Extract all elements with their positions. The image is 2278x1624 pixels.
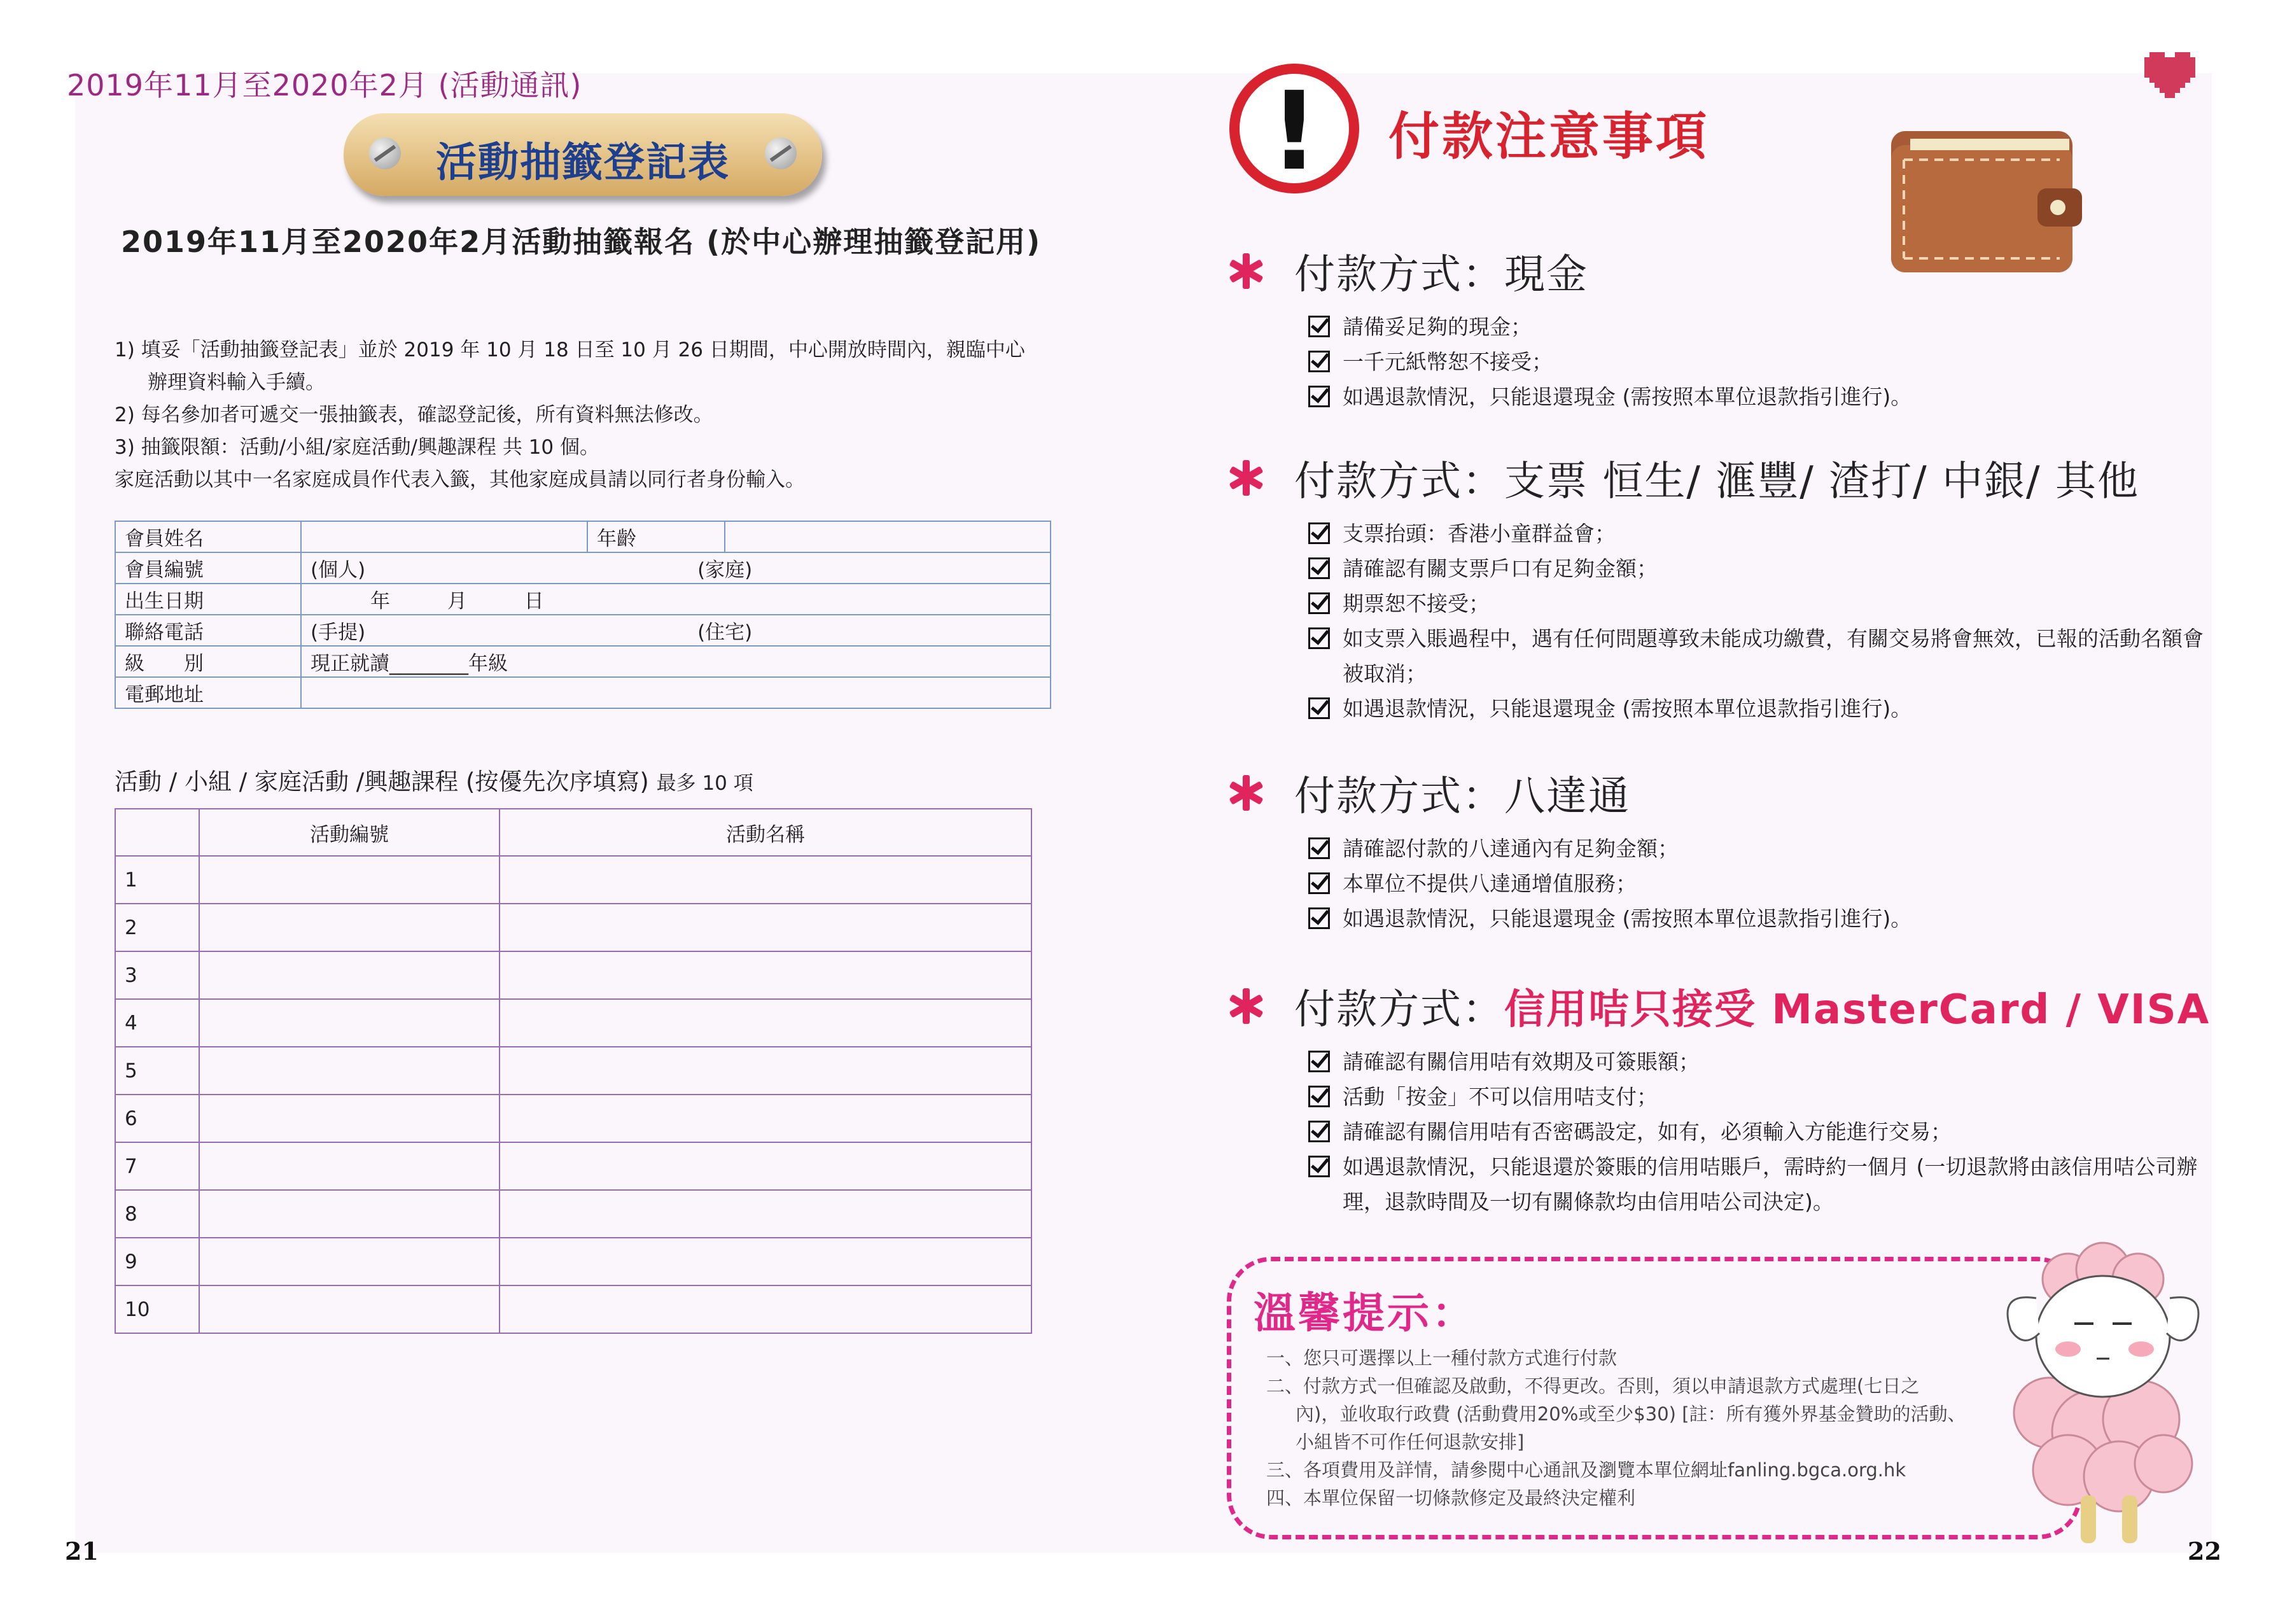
form-subtitle: 2019年11月至2020年2月活動抽籤報名 (於中心辦理抽籤登記用) xyxy=(121,225,1042,259)
row-number: 6 xyxy=(115,1095,199,1142)
activity-code-cell[interactable] xyxy=(199,1047,500,1095)
activity-code-cell[interactable] xyxy=(199,1285,500,1333)
registration-notes xyxy=(115,334,1025,496)
activity-section-note: 最多 10 項 xyxy=(656,772,753,795)
activity-name-cell[interactable] xyxy=(500,1285,1031,1333)
checkbox-checked-icon xyxy=(1308,592,1330,614)
id-personal-text: (個人) xyxy=(311,559,366,582)
table-row xyxy=(115,904,1031,951)
method-prefix: 付款方式： xyxy=(1294,458,1504,505)
note-line: 3) 抽籤限額：活動/小組/家庭活動/興趣課程 共 10 個。 xyxy=(115,436,600,459)
activity-code-cell[interactable] xyxy=(199,856,500,904)
banner-title: 活動抽籤登記表 xyxy=(436,139,730,186)
member-id-label: 會員編號 xyxy=(115,552,301,584)
method-title xyxy=(1294,449,2139,507)
row-number: 8 xyxy=(115,1190,199,1238)
method-item: 期票恕不接受； xyxy=(1343,591,1490,616)
row-number: 3 xyxy=(115,951,199,999)
activity-name-cell[interactable] xyxy=(500,904,1031,951)
method-item: 如遇退款情況，只能退還現金 (需按照本單位退款指引進行)。 xyxy=(1343,906,1912,931)
checkbox-checked-icon xyxy=(1308,351,1330,372)
id-family-text: (家庭) xyxy=(697,559,753,582)
method-item: 請確認有關信用咭有否密碼設定，如有，必須輸入方能進行交易； xyxy=(1343,1119,1952,1144)
payment-method-credit-card xyxy=(1228,977,2210,1219)
note-line: 2) 每名參加者可遞交一張抽籤表，確認登記後，所有資料無法修改。 xyxy=(115,403,713,426)
phone-field[interactable] xyxy=(301,615,1051,646)
method-name: 支票 恒生/ 滙豐/ 渣打/ 中銀/ 其他 xyxy=(1504,458,2139,505)
table-row xyxy=(115,1095,1031,1142)
table-row xyxy=(115,856,1031,904)
activity-name-cell[interactable] xyxy=(500,856,1031,904)
checkbox-checked-icon xyxy=(1308,1051,1330,1072)
activity-code-cell[interactable] xyxy=(199,1190,500,1238)
row-number: 9 xyxy=(115,1238,199,1285)
tip-line: 二、付款方式一但確認及啟動，不得更改。否則，須以申請退款方式處理(七日之 xyxy=(1266,1375,1920,1397)
member-info-table xyxy=(115,521,1051,709)
dob-month-text: 月 xyxy=(447,590,467,613)
dob-field[interactable] xyxy=(301,584,1051,615)
method-item: 請備妥足夠的現金； xyxy=(1343,314,1532,339)
activity-name-cell[interactable] xyxy=(500,1095,1031,1142)
payment-method-cheque xyxy=(1228,449,2208,726)
note-line: 家庭活動以其中一名家庭成員作代表入籤，其他家庭成員請以同行者身份輸入。 xyxy=(115,468,805,491)
page-number-right: 22 xyxy=(2188,1537,2221,1565)
note-line: 辦理資料輸入手續。 xyxy=(148,371,325,394)
table-row xyxy=(115,1190,1031,1238)
sheep-mascot-icon xyxy=(1992,1241,2214,1546)
method-item: 如遇退款情況，只能退還於簽賬的信用咭賬戶，需時約一個月 (一切退款將由該信用咭公司辦理，退款時間及一切有關條款均由信用咭公司決定)。 xyxy=(1343,1154,2198,1214)
method-name: 現金 xyxy=(1504,251,1588,298)
row-number: 5 xyxy=(115,1047,199,1095)
checkbox-checked-icon xyxy=(1308,1086,1330,1107)
payment-method-octopus xyxy=(1228,764,2208,936)
note-line: 1) 填妥「活動抽籤登記表」並於 2019 年 10 月 18 日至 10 月 26 日期間，中心開放時間內，親臨中心 xyxy=(115,339,1025,361)
method-item: 支票抬頭：香港小童群益會； xyxy=(1343,521,1616,546)
tip-line: 小組皆不可作任何退款安排] xyxy=(1296,1431,1525,1453)
tip-line: 四、本單位保留一切條款修定及最終決定權利 xyxy=(1266,1487,1636,1509)
table-row xyxy=(115,1047,1031,1095)
tip-line: 三、各項費用及詳情，請參閱中心通訊及瀏覽本單位網址fanling.bgca.org.hk xyxy=(1266,1459,1906,1481)
method-item: 活動「按金」不可以信用咭支付； xyxy=(1343,1084,1658,1109)
method-item: 如遇退款情況，只能退還現金 (需按照本單位退款指引進行)。 xyxy=(1343,696,1912,721)
activity-code-cell[interactable] xyxy=(199,1238,500,1285)
activity-code-cell[interactable] xyxy=(199,904,500,951)
asterisk-icon xyxy=(1228,988,1264,1024)
row-number-header xyxy=(115,809,199,856)
method-prefix: 付款方式： xyxy=(1294,773,1504,820)
email-field[interactable] xyxy=(301,677,1051,708)
method-item: 本單位不提供八達通增值服務； xyxy=(1343,871,1637,896)
method-item: 如遇退款情況，只能退還現金 (需按照本單位退款指引進行)。 xyxy=(1343,384,1912,409)
activity-name-header: 活動名稱 xyxy=(500,809,1031,856)
name-label: 會員姓名 xyxy=(115,521,301,552)
activity-name-cell[interactable] xyxy=(500,1238,1031,1285)
activity-code-cell[interactable] xyxy=(199,999,500,1047)
heart-icon xyxy=(2144,50,2195,101)
name-field[interactable] xyxy=(301,521,587,552)
asterisk-icon xyxy=(1228,253,1264,289)
table-row xyxy=(115,1142,1031,1190)
checkbox-checked-icon xyxy=(1308,872,1330,894)
activity-code-cell[interactable] xyxy=(199,951,500,999)
member-id-field[interactable] xyxy=(301,552,1051,584)
row-number: 1 xyxy=(115,856,199,904)
activity-section-title-text: 活動 / 小組 / 家庭活動 /興趣課程 (按優先次序填寫) xyxy=(115,768,649,795)
row-number: 10 xyxy=(115,1285,199,1333)
tip-line: 內)，並收取行政費 (活動費用20%或至少$30) [註：所有獲外界基金贊助的活動、 xyxy=(1296,1403,1966,1425)
table-row xyxy=(115,1285,1031,1333)
checkbox-checked-icon xyxy=(1308,316,1330,337)
dob-year-text: 年 xyxy=(370,590,390,613)
grade-label: 級 別 xyxy=(115,646,301,677)
method-item: 一千元紙幣恕不接受； xyxy=(1343,349,1553,374)
banner-plank xyxy=(344,113,822,196)
age-label: 年齡 xyxy=(587,521,725,552)
tip-line: 一、您只可選擇以上一種付款方式進行付款 xyxy=(1266,1347,1618,1369)
activity-code-header: 活動編號 xyxy=(199,809,500,856)
checkbox-checked-icon xyxy=(1308,1156,1330,1177)
payment-method-cash xyxy=(1228,242,2208,414)
payment-notes-title: 付款注意事項 xyxy=(1388,107,1709,166)
checkbox-checked-icon xyxy=(1308,837,1330,859)
newsletter-header: 2019年11月至2020年2月 (活動通訊) xyxy=(67,68,582,102)
phone-home-text: (住宅) xyxy=(697,621,753,644)
activity-section-title xyxy=(115,762,753,797)
email-label: 電郵地址 xyxy=(115,677,301,708)
table-row xyxy=(115,1238,1031,1285)
method-title xyxy=(1294,242,1588,300)
method-title xyxy=(1294,977,2210,1035)
table-row xyxy=(115,951,1031,999)
row-number: 4 xyxy=(115,999,199,1047)
method-item: 請確認有關支票戶口有足夠金額； xyxy=(1343,556,1658,581)
method-item: 請確認付款的八達通內有足夠金額； xyxy=(1343,836,1679,861)
dob-day-text: 日 xyxy=(524,590,544,613)
activity-code-cell[interactable] xyxy=(199,1095,500,1142)
method-prefix: 付款方式： xyxy=(1294,251,1504,298)
age-field[interactable] xyxy=(725,521,1051,552)
method-item: 請確認有關信用咭有效期及可簽賬額； xyxy=(1343,1049,1700,1074)
activity-name-cell[interactable] xyxy=(500,1142,1031,1190)
dob-label: 出生日期 xyxy=(115,584,301,615)
asterisk-icon xyxy=(1228,775,1264,811)
tips-title: 溫馨提示： xyxy=(1254,1289,1476,1338)
activity-table xyxy=(115,808,1032,1334)
row-number: 7 xyxy=(115,1142,199,1190)
table-row xyxy=(115,999,1031,1047)
phone-mobile-text: (手提) xyxy=(311,621,366,644)
phone-label: 聯絡電話 xyxy=(115,615,301,646)
method-highlight: 信用咭只接受 MasterCard / VISA xyxy=(1504,986,2211,1033)
tips-list xyxy=(1266,1344,1992,1512)
exclamation-icon: ! xyxy=(1229,64,1359,193)
checkbox-checked-icon xyxy=(1308,522,1330,544)
method-prefix: 付款方式： xyxy=(1294,986,1504,1033)
activity-name-cell[interactable] xyxy=(500,951,1031,999)
activity-name-cell[interactable] xyxy=(500,1047,1031,1095)
row-number: 2 xyxy=(115,904,199,951)
method-item: 如支票入賬過程中，遇有任何問題導致未能成功繳費，有關交易將會無效，已報的活動名額會被取消； xyxy=(1343,626,2204,686)
method-title xyxy=(1294,764,1630,822)
checkbox-checked-icon xyxy=(1308,557,1330,579)
grade-field[interactable]: 現正就讀________年級 xyxy=(301,646,1051,677)
page-number-left: 21 xyxy=(65,1537,99,1565)
checkbox-checked-icon xyxy=(1308,907,1330,929)
activity-name-cell[interactable] xyxy=(500,999,1031,1047)
method-name: 八達通 xyxy=(1504,773,1630,820)
activity-code-cell[interactable] xyxy=(199,1142,500,1190)
checkbox-checked-icon xyxy=(1308,697,1330,719)
asterisk-icon xyxy=(1228,460,1264,496)
checkbox-checked-icon xyxy=(1308,386,1330,407)
checkbox-checked-icon xyxy=(1308,627,1330,649)
activity-name-cell[interactable] xyxy=(500,1190,1031,1238)
checkbox-checked-icon xyxy=(1308,1121,1330,1142)
